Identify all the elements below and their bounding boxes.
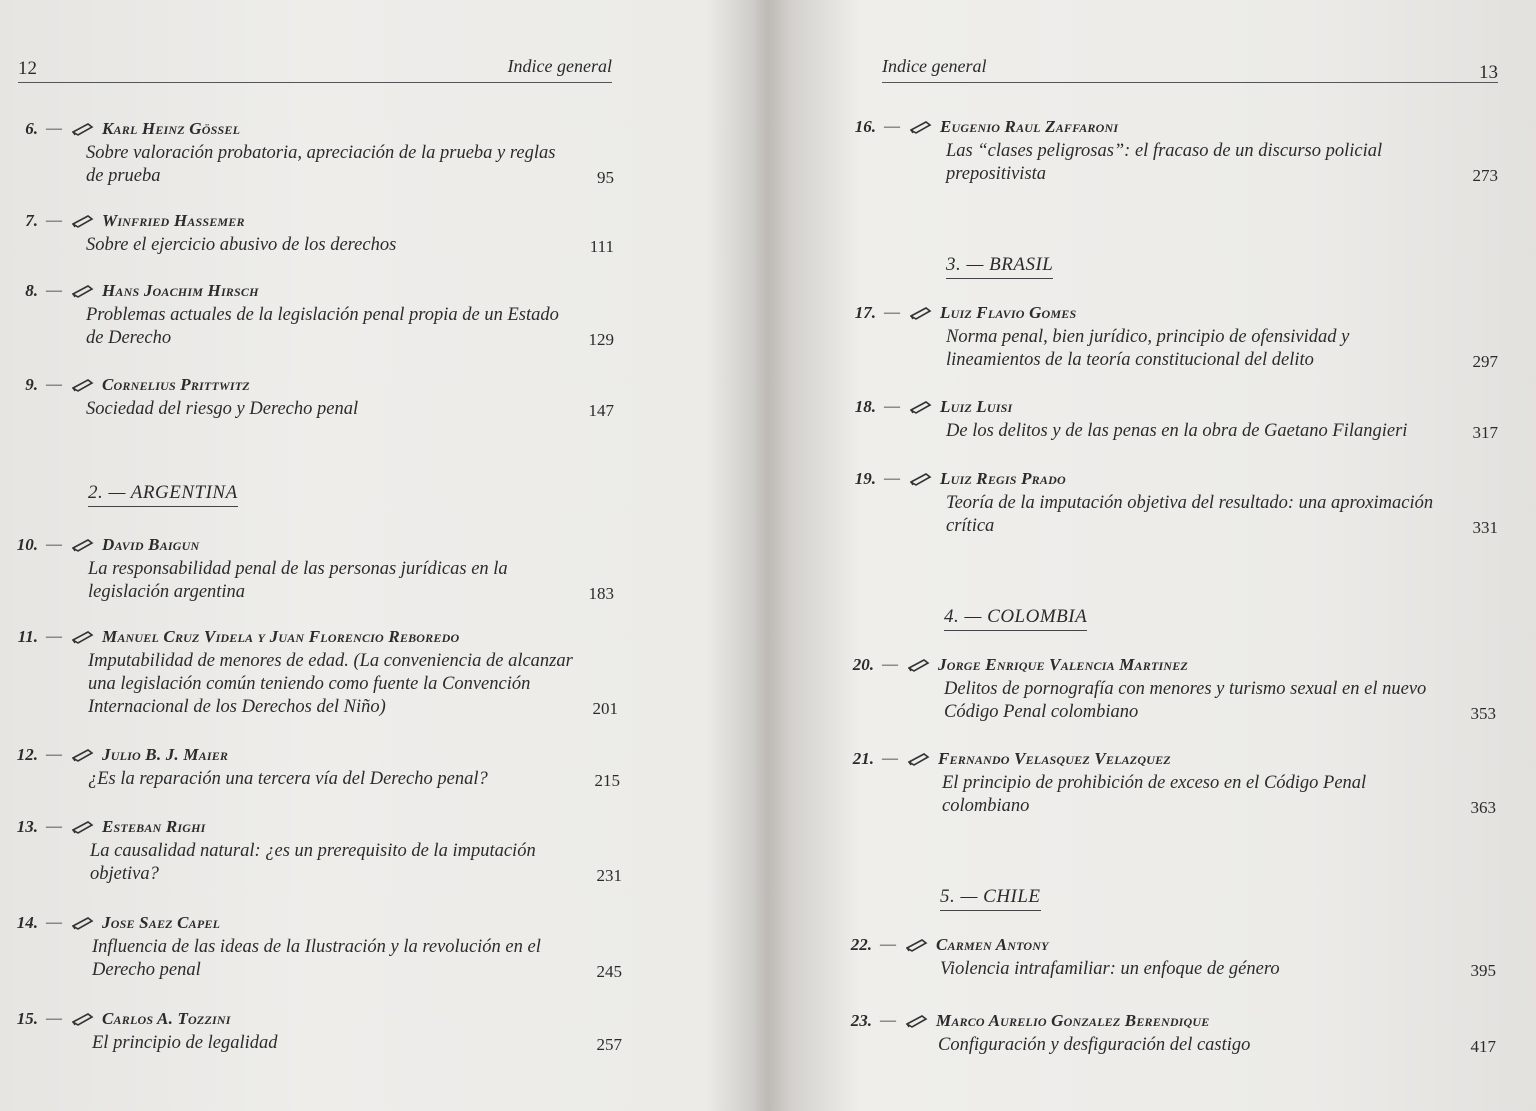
toc-entry[interactable]: 12. — Julio B. J. Maier ¿Es la reparación una tercera vía del Derecho penal? 215 [8,742,620,791]
entry-page: 245 [596,962,622,981]
entry-number: 6. [25,119,38,138]
toc-entry[interactable]: 14. — Jose Saez Capel Influencia de las ideas de la Ilustración y la revolución en el Derecho penal 245 [8,910,622,982]
pen-icon [910,306,932,320]
toc-entry[interactable]: 22. — Carmen Antony Violencia intrafamiliar: un enfoque de género 395 [842,932,1496,981]
entry-number: 11. [17,627,38,646]
entry-author: Luiz Regis Prado [940,469,1066,488]
entry-number: 10. [16,535,38,554]
toc-entry[interactable]: 23. — Marco Aurelio Gonzalez Berendique Configuración y desfiguración del castigo 417 [842,1008,1496,1057]
entry-title: Imputabilidad de menores de edad. (La conveniencia de alcanzar una legislación común teniendo como fuente la Convención Internacional de los Derechos del Niño) [88,651,573,717]
pen-icon [910,120,932,134]
left-running-head [18,54,612,83]
entry-title: De los delitos y de las penas en la obra de Gaetano Filangieri [946,421,1408,441]
entry-page: 273 [1472,166,1498,185]
entry-page: 231 [596,866,622,885]
entry-number: 14. [16,913,38,932]
entry-title: Sobre el ejercicio abusivo de los derechos [86,235,397,255]
entry-page: 201 [592,699,618,718]
pen-icon [906,938,928,952]
entry-number: 7. [25,211,38,230]
entry-page: 395 [1470,961,1496,980]
entry-title: Problemas actuales de la legislación penal propia de un Estado de Derecho [86,305,559,348]
toc-entry[interactable]: 11. — Manuel Cruz Videla y Juan Florencio Reboredo Imputabilidad de menores de edad. (La conveniencia de alcanzar una legislación común teniendo como fuente la Convención Internacional de los Derechos del Niño) 201 [8,624,618,719]
toc-entry[interactable]: 20. — Jorge Enrique Valencia Martinez Delitos de pornografía con menores y turismo sexual en el nuevo Código Penal colombiano 353 [844,652,1496,724]
entry-number: 18. [854,397,876,416]
entry-page: 317 [1472,423,1498,442]
entry-title: Norma penal, bien jurídico, principio de ofensividad y lineamientos de la teoría constitucional del delito [946,327,1350,370]
entry-author: Luiz Luisi [940,397,1013,416]
entry-title: ¿Es la reparación una tercera vía del Derecho penal? [88,769,488,789]
entry-author: Carmen Antony [936,935,1049,954]
entry-number: 17. [854,303,876,322]
entry-number: 12. [16,745,38,764]
entry-number: 9. [25,375,38,394]
section-heading: 2. — ARGENTINA [88,482,238,507]
pen-icon [72,538,94,552]
pen-icon [72,214,94,228]
entry-author: Karl Heinz Gössel [102,119,241,138]
toc-entry[interactable]: 19. — Luiz Regis Prado Teoría de la imputación objetiva del resultado: una aproximación crítica 331 [846,466,1498,538]
entry-author: Marco Aurelio Gonzalez Berendique [936,1011,1210,1030]
right-running-head [882,54,1498,83]
toc-entry[interactable]: 8. — Hans Joachim Hirsch Problemas actuales de la legislación penal propia de un Estado de Derecho 129 [8,278,614,350]
entry-number: 8. [25,281,38,300]
entry-page: 111 [589,237,614,256]
entry-page: 183 [588,584,614,603]
toc-entry[interactable]: 10. — David Baigun La responsabilidad penal de las personas jurídicas en la legislación argentina 183 [8,532,614,604]
entry-page: 297 [1472,352,1498,371]
page-number: 12 [18,58,37,79]
toc-entry[interactable]: 21. — Fernando Velasquez Velazquez El principio de prohibición de exceso en el Código Penal colombiano 363 [844,746,1496,818]
toc-entry[interactable]: 17. — Luiz Flavio Gomes Norma penal, bien jurídico, principio de ofensividad y lineamientos de la teoría constitucional del delito 297 [846,300,1498,372]
running-head-title: Indice general [882,56,987,76]
toc-entry[interactable]: 9. — Cornelius Prittwitz Sociedad del riesgo y Derecho penal 147 [8,372,614,421]
entry-page: 331 [1472,518,1498,537]
entry-number: 21. [852,749,874,768]
page-number: 13 [1479,62,1498,83]
toc-entry[interactable]: 7. — Winfried Hassemer Sobre el ejercicio abusivo de los derechos 111 [8,208,614,257]
pen-icon [72,748,94,762]
left-page [0,0,760,1111]
entry-author: David Baigun [102,535,200,554]
section-heading: 5. — CHILE [940,886,1041,911]
entry-author: Julio B. J. Maier [102,745,229,764]
right-page [768,0,1536,1111]
entry-author: Cornelius Prittwitz [102,375,250,394]
pen-icon [72,630,94,644]
pen-icon [72,378,94,392]
pen-icon [72,820,94,834]
entry-page: 95 [597,168,614,187]
entry-author: Jose Saez Capel [102,913,221,932]
entry-number: 22. [850,935,872,954]
pen-icon [908,752,930,766]
entry-title: Sociedad del riesgo y Derecho penal [86,399,359,419]
entry-page: 129 [588,330,614,349]
entry-author: Hans Joachim Hirsch [102,281,259,300]
entry-title: Influencia de las ideas de la Ilustración y la revolución en el Derecho penal [92,937,541,980]
entry-number: 19. [854,469,876,488]
entry-number: 15. [16,1009,38,1028]
entry-title: Las “clases peligrosas”: el fracaso de un discurso policial prepositivista [946,141,1383,184]
pen-icon [72,1012,94,1026]
entry-number: 16. [854,117,876,136]
entry-page: 147 [588,401,614,420]
entry-author: Eugenio Raul Zaffaroni [940,117,1119,136]
entry-title: La responsabilidad penal de las personas jurídicas en la legislación argentina [88,559,508,602]
entry-author: Luiz Flavio Gomes [940,303,1077,322]
entry-page: 417 [1470,1037,1496,1056]
entry-title: Delitos de pornografía con menores y turismo sexual en el nuevo Código Penal colombiano [944,679,1427,722]
section-heading: 4. — COLOMBIA [944,606,1087,631]
entry-author: Carlos A. Tozzini [102,1009,231,1028]
pen-icon [906,1014,928,1028]
toc-entry[interactable]: 16. — Eugenio Raul Zaffaroni Las “clases peligrosas”: el fracaso de un discurso policial prepositivista 273 [846,114,1498,186]
entry-number: 13. [16,817,38,836]
entry-number: 23. [850,1011,872,1030]
entry-author: Esteban Righi [102,817,206,836]
entry-author: Manuel Cruz Videla y Juan Florencio Reboredo [102,627,460,646]
entry-page: 257 [596,1035,622,1054]
entry-title: Sobre valoración probatoria, apreciación de la prueba y reglas de prueba [86,143,556,186]
pen-icon [910,472,932,486]
entry-title: La causalidad natural: ¿es un prerequisito de la imputación objetiva? [90,841,536,884]
pen-icon [910,400,932,414]
entry-title: El principio de prohibición de exceso en el Código Penal colombiano [942,773,1367,816]
pen-icon [72,916,94,930]
entry-title: Teoría de la imputación objetiva del resultado: una aproximación crítica [946,493,1434,536]
entry-page: 215 [594,771,620,790]
toc-entry[interactable]: 18. — Luiz Luisi De los delitos y de las penas en la obra de Gaetano Filangieri 317 [846,394,1498,443]
entry-author: Jorge Enrique Valencia Martinez [938,655,1188,674]
pen-icon [72,122,94,136]
pen-icon [72,284,94,298]
entry-author: Fernando Velasquez Velazquez [938,749,1171,768]
entry-title: El principio de legalidad [92,1033,278,1053]
pen-icon [908,658,930,672]
toc-entry[interactable]: 13. — Esteban Righi La causalidad natural: ¿es un prerequisito de la imputación objetiva? 231 [8,814,622,886]
running-head-title: Indice general [507,56,612,76]
toc-entry[interactable]: 6. — Karl Heinz Gössel Sobre valoración probatoria, apreciación de la prueba y reglas de prueba 95 [8,116,614,188]
toc-entry[interactable]: 15. — Carlos A. Tozzini El principio de legalidad 257 [8,1006,622,1055]
entry-author: Winfried Hassemer [102,211,245,230]
section-heading: 3. — BRASIL [946,254,1053,279]
entry-title: Violencia intrafamiliar: un enfoque de género [940,959,1280,979]
entry-page: 363 [1470,798,1496,817]
entry-title: Configuración y desfiguración del castigo [938,1035,1251,1055]
entry-number: 20. [852,655,874,674]
entry-page: 353 [1470,704,1496,723]
